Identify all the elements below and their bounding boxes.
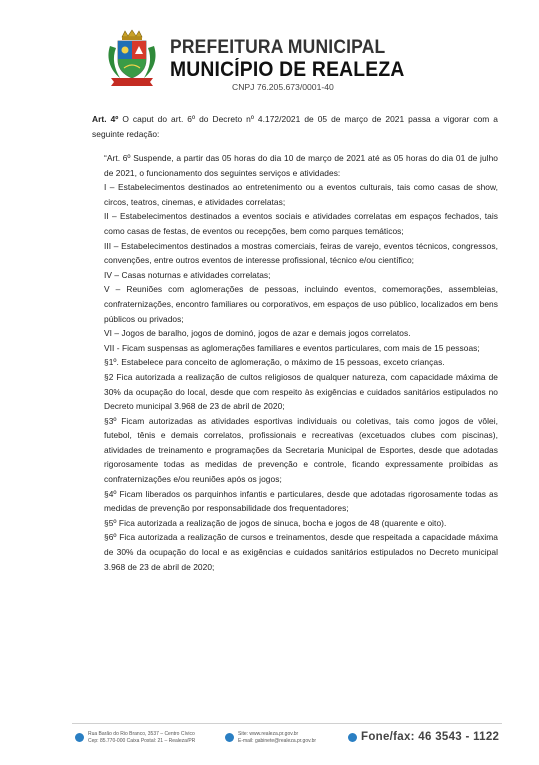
header-title-municipio: MUNICÍPIO DE REALEZA <box>170 58 405 81</box>
paragraph-1: §1º. Estabelece para conceito de aglomeração, o máximo de 15 pessoas, exceto crianças. <box>104 357 445 368</box>
paragraph-2: §2 Fica autorizada a realização de cultos religiosos de qualquer natureza, com capacidade máxima de 30% da ocupação do local, desde que com respeito às exigências e cuidados sanitários estipulados no Decreto municipal 3.968 de 23 de abril de 2020; <box>104 371 498 412</box>
footer-address-line2: Cep: 85.770-000 Caixa Postal: 21 – Realeza/PR <box>88 738 196 744</box>
item-i: I – Estabelecimentos destinados ao entretenimento ou a eventos culturais, tais como casas de show, circos, teatros, cinemas, e atividades correlatas; <box>104 182 498 207</box>
footer-email: E-mail: gabinete@realeza.pr.gov.br <box>238 738 317 744</box>
paragraph-6: §6º Fica autorizada a realização de cursos e treinamentos, desde que respeitada a capacidade máxima de 30% da ocupação do local e as exigências e cuidados sanitários estipulados no Decreto municipal 3.968 de 23 de abril de 2020; <box>104 532 498 572</box>
article-number: Art. 4º <box>92 114 119 124</box>
footer-phone: Fone/fax: 46 3543 - 1122 <box>361 731 500 743</box>
header-cnpj: CNPJ 76.205.673/0001-40 <box>232 82 334 92</box>
item-v: V – Reuniões com aglomerações de pessoas, incluindo eventos, comemorações, assembleias, confraternizações, encontro familiares ou corporativos, em espaços de uso público, localizados em bens públicos ou privados; <box>104 284 498 324</box>
item-vi: VI – Jogos de baralho, jogos de dominó, jogos de azar e demais jogos correlatos. <box>104 328 411 339</box>
municipal-crest-logo <box>104 28 160 88</box>
footer-site: Site: www.realeza.pr.gov.br <box>238 731 299 737</box>
footer-address-line1: Rua Barão do Rio Branco, 3537 – Centro Cívico <box>88 731 195 737</box>
header-title-prefeitura: PREFEITURA MUNICIPAL <box>170 37 386 58</box>
article-intro <box>92 112 498 141</box>
item-iv: IV – Casas noturnas e atividades correlatas; <box>104 269 271 280</box>
location-icon <box>75 733 84 742</box>
item-vii: VII - Ficam suspensas as aglomerações familiares e eventos particulares, com mais de 15 pessoas; <box>104 342 480 353</box>
paragraph-5: §5º Fica autorizada a realização de jogos de sinuca, bocha e jogos de 48 (quarente e oito). <box>104 517 447 528</box>
phone-icon <box>348 733 357 742</box>
paragraph-3: §3º Ficam autorizadas as atividades esportivas individuais ou coletivas, tais como jogos de vôlei, futebol, tênis e demais correlatos, profissionais e recreativas (excetuados clubes com piscinas), atividades de treinamento e programações da Secretaria Municipal de Esportes, desde que adotadas rigorosamente todas as medidas de prevenção e controle, ficando expressamente proibidas as confraternizações e/ou reuniões após os jogos; <box>104 415 498 485</box>
item-iii: III – Estabelecimentos destinados a mostras comerciais, feiras de varejo, eventos técnicos, congressos, convenções, entre outros eventos de interesse profissional, técnico e/ou científico; <box>104 240 498 266</box>
article-6-caput: “Art. 6º Suspende, a partir das 05 horas do dia 10 de março de 2021 até as 05 horas do dia 01 de julho de 2021, o funcionamento dos seguintes serviços e atividades: <box>104 153 498 178</box>
footer-divider <box>72 723 502 724</box>
paragraph-4: §4º Ficam liberados os parquinhos infantis e particulares, desde que adotadas rigorosamente todas as medidas de prevenção por responsabilidade dos frequentadores; <box>104 488 498 514</box>
globe-icon <box>225 733 234 742</box>
article-intro-text: O caput do art. 6º do Decreto nº 4.172/2021 de 05 de março de 2021 passa a vigorar com a seguinte redação: <box>92 114 498 139</box>
article-items <box>104 151 498 574</box>
item-ii: II – Estabelecimentos destinados a eventos sociais e atividades correlatas em espaços fechados, tais como casas de festas, de eventos ou recepções, bem como parques temáticos; <box>104 211 498 236</box>
